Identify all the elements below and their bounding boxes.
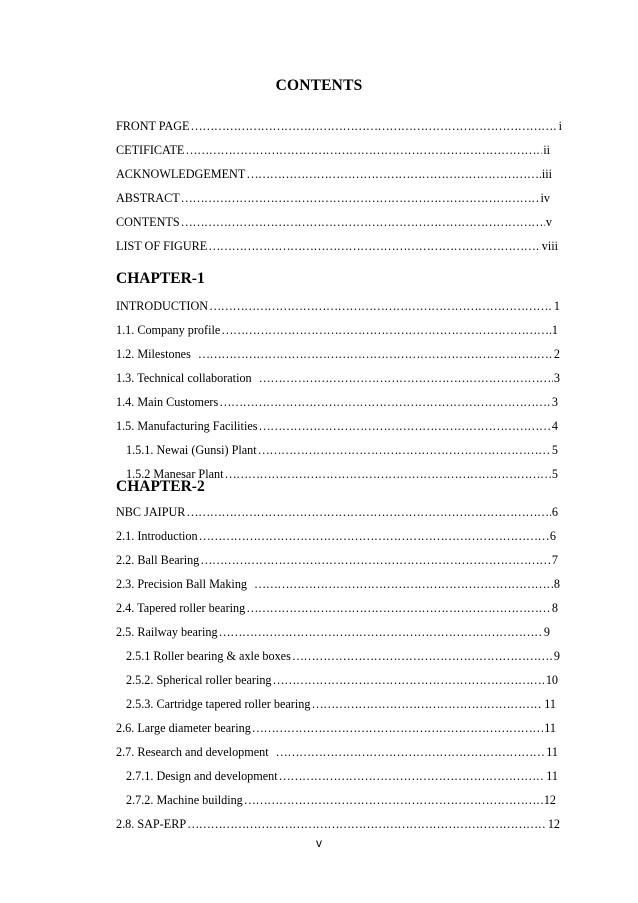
toc-entry-page: 12 <box>543 793 556 807</box>
toc-entry <box>116 320 558 340</box>
toc-entry <box>116 718 556 738</box>
toc-entry-text: 2.5. Railway bearing <box>116 625 218 639</box>
toc-leader <box>224 464 550 484</box>
toc-leader <box>279 766 546 786</box>
toc-entry-page: 6 <box>549 529 556 543</box>
toc-entry-text: ABSTRACT <box>116 191 180 205</box>
toc-entry <box>126 694 556 714</box>
toc-entry <box>116 188 550 208</box>
toc-entry-text: LIST OF FIGURE <box>116 239 208 253</box>
page-number: v <box>316 836 322 850</box>
toc-entry-page: 7 <box>551 553 558 567</box>
toc-entry-text: 2.8. SAP-ERP <box>116 817 187 831</box>
toc-leader <box>254 574 553 594</box>
toc-entry-text: CONTENTS <box>116 215 180 229</box>
toc-entry-page: iv <box>540 191 550 205</box>
toc-leader <box>311 694 543 714</box>
toc-entry-page: 12 <box>547 817 560 831</box>
toc-entry-page: 3 <box>551 395 558 409</box>
toc-leader <box>200 550 551 570</box>
toc-leader <box>191 116 558 136</box>
toc-entry <box>116 368 560 388</box>
toc-entry-text: 2.7.2. Machine building <box>126 793 243 807</box>
toc-entry-text: INTRODUCTION <box>116 299 209 313</box>
chapter-heading: CHAPTER-2 <box>116 478 205 495</box>
toc-entry <box>126 790 556 810</box>
toc-entry <box>116 502 558 522</box>
toc-entry <box>116 116 562 136</box>
toc-entry <box>116 296 560 316</box>
toc-entry <box>116 814 560 834</box>
toc-leader <box>252 718 543 738</box>
toc-entry-text: 1.5.1. Newai (Gunsi) Plant <box>126 443 257 457</box>
toc-entry-text: 2.1. Introduction <box>116 529 198 543</box>
toc-leader <box>258 440 551 460</box>
toc-entry-page: 8 <box>553 577 560 591</box>
toc-entry-page: 5 <box>551 443 558 457</box>
toc-leader <box>258 416 550 436</box>
toc-entry-page: ii <box>543 143 550 157</box>
toc-entry-page: 5 <box>551 467 558 481</box>
toc-entry-text: 1.3. Technical collaboration <box>116 371 252 385</box>
toc-entry-page: 1 <box>551 323 558 337</box>
toc-entry-text: NBC JAIPUR <box>116 505 186 519</box>
toc-entry-page: 11 <box>546 745 558 759</box>
toc-entry-page: 4 <box>551 419 558 433</box>
toc-entry-page: viii <box>541 239 558 253</box>
toc-leader <box>186 502 550 522</box>
toc-entry-page: 8 <box>551 601 558 615</box>
chapter-heading: CHAPTER-1 <box>116 270 205 287</box>
toc-entry-text: 1.1. Company profile <box>116 323 221 337</box>
toc-entry <box>116 598 558 618</box>
toc-leader <box>209 296 553 316</box>
toc-entry-page: 10 <box>545 673 558 687</box>
toc-entry-text: 1.2. Milestones <box>116 347 191 361</box>
toc-leader <box>246 164 541 184</box>
toc-entry-text: 2.4. Tapered roller bearing <box>116 601 246 615</box>
toc-entry-text: ACKNOWLEDGEMENT <box>116 167 246 181</box>
toc-entry-page: 1 <box>553 299 560 313</box>
toc-entry-page: 11 <box>544 721 556 735</box>
toc-entry <box>116 416 558 436</box>
toc-leader <box>198 344 553 364</box>
toc-entry <box>116 742 558 762</box>
toc-entry-page: i <box>558 119 562 133</box>
toc-entry-page: 3 <box>553 371 560 385</box>
toc-entry <box>116 622 550 642</box>
toc-leader <box>199 526 549 546</box>
toc-entry <box>116 526 556 546</box>
toc-entry-text: 2.5.1 Roller bearing & axle boxes <box>126 649 291 663</box>
toc-leader <box>181 212 545 232</box>
toc-leader <box>244 790 543 810</box>
toc-leader <box>187 814 547 834</box>
toc-entry-page: 2 <box>553 347 560 361</box>
toc-leader <box>219 622 543 642</box>
toc-entry <box>116 164 552 184</box>
toc-entry <box>116 140 550 160</box>
toc-entry-text: 2.6. Large diameter bearing <box>116 721 251 735</box>
toc-entry-text: 1.5.2 Manesar Plant <box>126 467 224 481</box>
toc-entry-page: 11 <box>546 769 558 783</box>
toc-entry-text: 2.3. Precision Ball Making <box>116 577 248 591</box>
toc-entry <box>126 670 558 690</box>
toc-entry <box>126 766 558 786</box>
toc-entry <box>116 574 560 594</box>
toc-entry-text: 2.7.1. Design and development <box>126 769 278 783</box>
toc-entry <box>116 236 558 256</box>
toc-entry-page: 11 <box>544 697 556 711</box>
toc-leader <box>181 188 540 208</box>
page-title: CONTENTS <box>275 77 363 94</box>
toc-leader <box>221 320 551 340</box>
toc-entry-text: 1.4. Main Customers <box>116 395 219 409</box>
toc-leader <box>276 742 546 762</box>
toc-leader <box>185 140 542 160</box>
toc-entry-text: 2.7. Research and development <box>116 745 269 759</box>
toc-entry <box>116 212 552 232</box>
toc-entry-page: 9 <box>543 625 550 639</box>
toc-entry-page: 6 <box>551 505 558 519</box>
toc-leader <box>273 670 545 690</box>
toc-entry-text: 2.5.3. Cartridge tapered roller bearing <box>126 697 311 711</box>
toc-entry-text: FRONT PAGE <box>116 119 190 133</box>
toc-entry <box>116 344 560 364</box>
toc-leader <box>246 598 551 618</box>
toc-entry <box>126 440 558 460</box>
toc-entry-page: 9 <box>553 649 560 663</box>
toc-entry-text: CETIFICATE <box>116 143 185 157</box>
toc-entry <box>116 550 558 570</box>
toc-entry-page: iii <box>541 167 552 181</box>
toc-entry <box>116 392 558 412</box>
toc-leader <box>208 236 541 256</box>
toc-leader <box>259 368 553 388</box>
toc-entry-text: 2.2. Ball Bearing <box>116 553 200 567</box>
toc-leader <box>292 646 553 666</box>
toc-entry <box>126 646 560 666</box>
toc-leader <box>219 392 551 412</box>
toc-entry-text: 1.5. Manufacturing Facilities <box>116 419 258 433</box>
toc-entry-page: v <box>545 215 552 229</box>
toc-entry-text: 2.5.2. Spherical roller bearing <box>126 673 272 687</box>
